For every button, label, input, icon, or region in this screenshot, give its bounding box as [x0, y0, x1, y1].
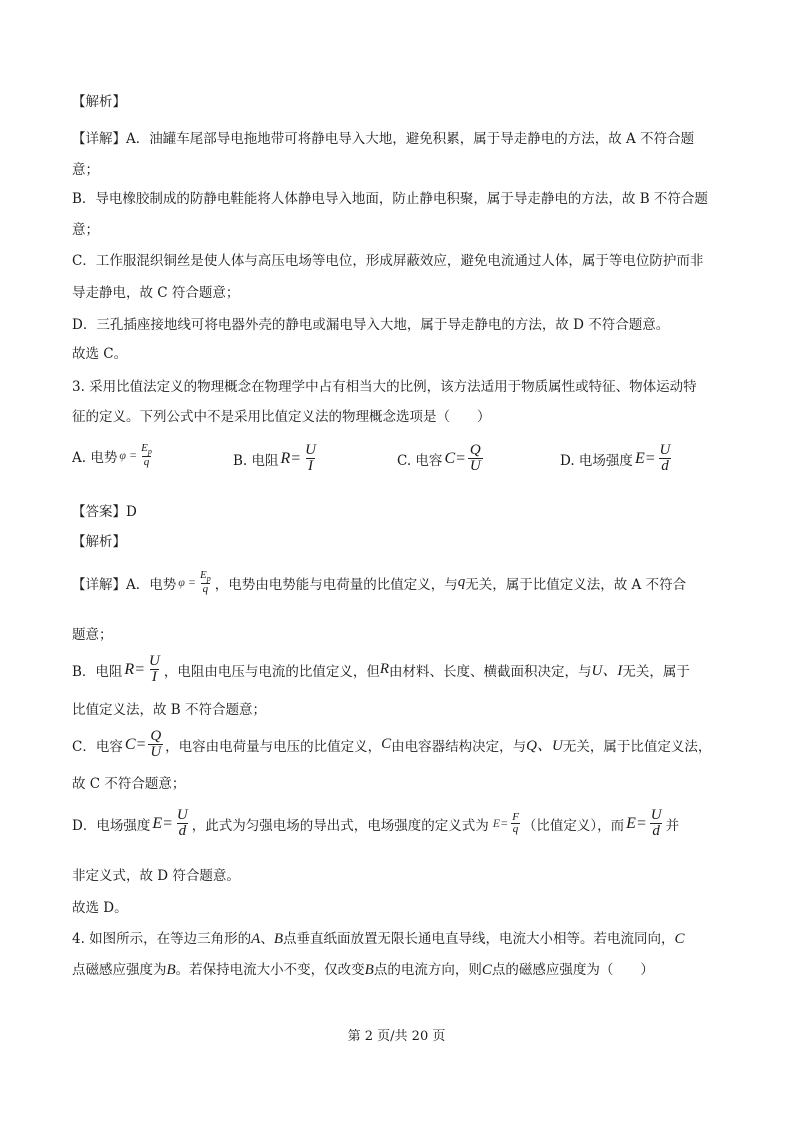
option-d-numerator: U: [659, 442, 671, 458]
answer-b-text: ，电阻由电压与电流的比值定义，但: [163, 663, 380, 680]
answer-d-line-2: 非定义式，故 D 符合题意。: [72, 868, 240, 884]
option-d-fraction: [658, 443, 673, 474]
answer-c-text: ，电容由电荷量与电压的比值定义，: [165, 738, 382, 755]
answer-b-line-2: 比值定义法，故 B 不符合题意；: [72, 702, 267, 718]
detail-line-3: B．导电橡胶制成的防静电鞋能将人体静电导入地面，防止静电积聚，属于导走静电的方法，故 B 不符合题: [72, 191, 708, 207]
question-3-line-2: 征的定义。下列公式中不是采用比值定义法的物理概念选项是（ ）: [72, 409, 491, 425]
answer-c-lhs: C=: [124, 735, 147, 753]
option-b-denominator: I: [308, 458, 314, 474]
answer-d-def-fraction: [510, 812, 521, 835]
option-c-lhs: C=: [444, 449, 466, 467]
question-4-line-2: [72, 960, 654, 980]
q4-text-7: 点的磁感应强度为（ ）: [491, 962, 654, 978]
answer-c-fraction: [148, 729, 163, 760]
answer-a-line-1: [72, 570, 686, 595]
q4-var-b-field: B: [166, 962, 176, 978]
option-a-denominator: q: [143, 456, 150, 469]
answer-a-fraction: [198, 570, 213, 595]
answer-d-lhs-2: E=: [626, 814, 647, 832]
option-c: [397, 443, 485, 474]
option-b-fraction: [303, 443, 318, 474]
q4-var-a: A: [251, 931, 261, 947]
q4-var-c: C: [674, 931, 685, 947]
detail-line-1: 【详解】A．油罐车尾部导电拖地带可将静电导入大地，避免积累，属于导走静电的方法，故 A 不符合题: [72, 131, 695, 147]
answer-b-vars: U、I: [591, 663, 623, 679]
option-a: [72, 443, 156, 468]
answer-d-def-lhs: E=: [492, 816, 509, 830]
analysis-heading: 【解析】: [72, 94, 126, 110]
answer-a-tail: 无关，属于比值定义法，故 A 不符合: [465, 576, 687, 593]
q4-text-6: 点的电流方向，则: [373, 962, 482, 978]
answer-b-lhs: R=: [124, 660, 145, 678]
option-d-lhs: E=: [634, 449, 656, 467]
option-d-denominator: d: [661, 458, 669, 474]
detail-line-6: 导走静电，故 C 符合题意；: [72, 285, 240, 301]
question-3-line-1: 3. 采用比值法定义的物理概念在物理学中占有相当大的比例，该方法适用于物质属性或特征、物体运动特: [72, 379, 697, 395]
answer-a-subscript: p: [206, 574, 211, 584]
answer-b-numerator: U: [149, 653, 160, 669]
option-a-numerator: E: [141, 442, 148, 454]
answer-c-numerator: Q: [150, 728, 162, 744]
answer-d-def-denominator: q: [512, 823, 519, 835]
answer-d-denominator-2: d: [652, 823, 660, 839]
option-b: [233, 443, 320, 474]
answer-a-numerator: E: [200, 569, 207, 581]
q4-var-b-point: B: [364, 962, 374, 978]
option-c-fraction: [468, 443, 483, 474]
answer-d-numerator: U: [176, 807, 188, 823]
q4-text-3: 点垂直纸面放置无限长通电直导线，电流大小相等。若电流同向，: [283, 931, 675, 947]
answer-a-var-q: q: [457, 574, 466, 591]
answer-c-prefix: C．电容: [72, 738, 123, 755]
detail-line-5: C．工作服混织铜丝是使人体与高压电场等电位，形成屏蔽效应，避免电流通过人体，属于等电位防护而非: [72, 253, 704, 269]
answer-d-line-1: [72, 808, 679, 839]
answer-d-fraction: [175, 808, 190, 839]
answer-c-text-2: 由电容器结构决定，与: [391, 738, 527, 755]
option-a-lhs: φ =: [119, 448, 138, 463]
answer-b-prefix: B．电阻: [72, 663, 123, 680]
option-b-numerator: U: [305, 442, 316, 458]
page-footer: 第 2 页/共 20 页: [347, 1029, 446, 1044]
answer-c-vars: Q、U: [526, 738, 563, 754]
detail-line-7: D．三孔插座接地线可将电器外壳的静电或漏电导入大地，属于导走静电的方法，故 D 不符合题意。: [72, 317, 670, 333]
option-b-label: B. 电阻: [233, 452, 279, 469]
analysis-heading-2: 【解析】: [72, 534, 126, 550]
conclusion-line: 故选 C。: [72, 346, 128, 362]
answer-d-fraction-2: [649, 808, 664, 839]
option-b-lhs: R=: [280, 449, 302, 467]
option-a-subscript: p: [147, 447, 152, 457]
answer-d-tail: 并: [665, 817, 680, 834]
option-a-label: A. 电势: [72, 449, 118, 466]
answer-b-text-2: 由材料、长度、横截面积决定，与: [389, 663, 592, 680]
option-a-fraction: [139, 443, 154, 468]
q4-text-2: 、: [260, 931, 274, 947]
answer-a-lhs: φ =: [178, 575, 196, 590]
answer-c-var-c: C: [381, 736, 392, 752]
option-c-denominator: U: [469, 458, 481, 474]
answer-c-line-1: [72, 729, 711, 760]
answer-conclusion: 故选 D。: [72, 900, 128, 916]
answer-b-fraction: [147, 654, 162, 685]
question-4-line-1: [72, 929, 685, 949]
option-d-label: D. 电场强度: [560, 452, 633, 469]
answer-a-prefix: 【详解】A．电势: [72, 576, 177, 593]
answer-b-var-r: R: [379, 661, 390, 677]
answer-d-text-2: （比值定义），而: [522, 817, 625, 834]
answer-c-denominator: U: [150, 744, 162, 760]
answer-a-text: ，电势由电势能与电荷量的比值定义，与: [214, 576, 458, 593]
option-c-label: C. 电容: [397, 452, 443, 469]
q4-var-c-point: C: [481, 962, 492, 978]
answer-b-tail: 无关，属于: [622, 663, 690, 680]
detail-line-2: 意；: [72, 162, 99, 178]
answer-d-def-numerator: F: [512, 811, 519, 823]
answer-d-text: ，此式为匀强电场的导出式，电场强度的定义式为: [191, 817, 489, 834]
q4-text-4: 点磁感应强度为: [72, 962, 167, 978]
answer-d-denominator: d: [178, 823, 187, 839]
option-c-numerator: Q: [469, 442, 481, 458]
answer-d-prefix: D．电场强度: [72, 817, 151, 834]
detail-line-4: 意；: [72, 222, 99, 238]
answer-line: 【答案】D: [72, 504, 137, 520]
option-d: [560, 443, 674, 474]
answer-c-tail: 无关，属于比值定义法，: [562, 738, 712, 755]
q4-text-1: 4. 如图所示，在等边三角形的: [72, 931, 252, 947]
answer-b-denominator: I: [151, 669, 157, 685]
answer-a-denominator: q: [202, 583, 209, 596]
q4-var-b: B: [273, 931, 284, 947]
answer-d-lhs: E=: [152, 814, 173, 832]
answer-a-line-2: 题意；: [72, 627, 113, 643]
answer-d-numerator-2: U: [650, 807, 662, 823]
q4-text-5: 。若保持电流大小不变，仅改变: [175, 962, 365, 978]
answer-b-line-1: [72, 654, 690, 685]
answer-c-line-2: 故 C 不符合题意；: [72, 776, 186, 792]
